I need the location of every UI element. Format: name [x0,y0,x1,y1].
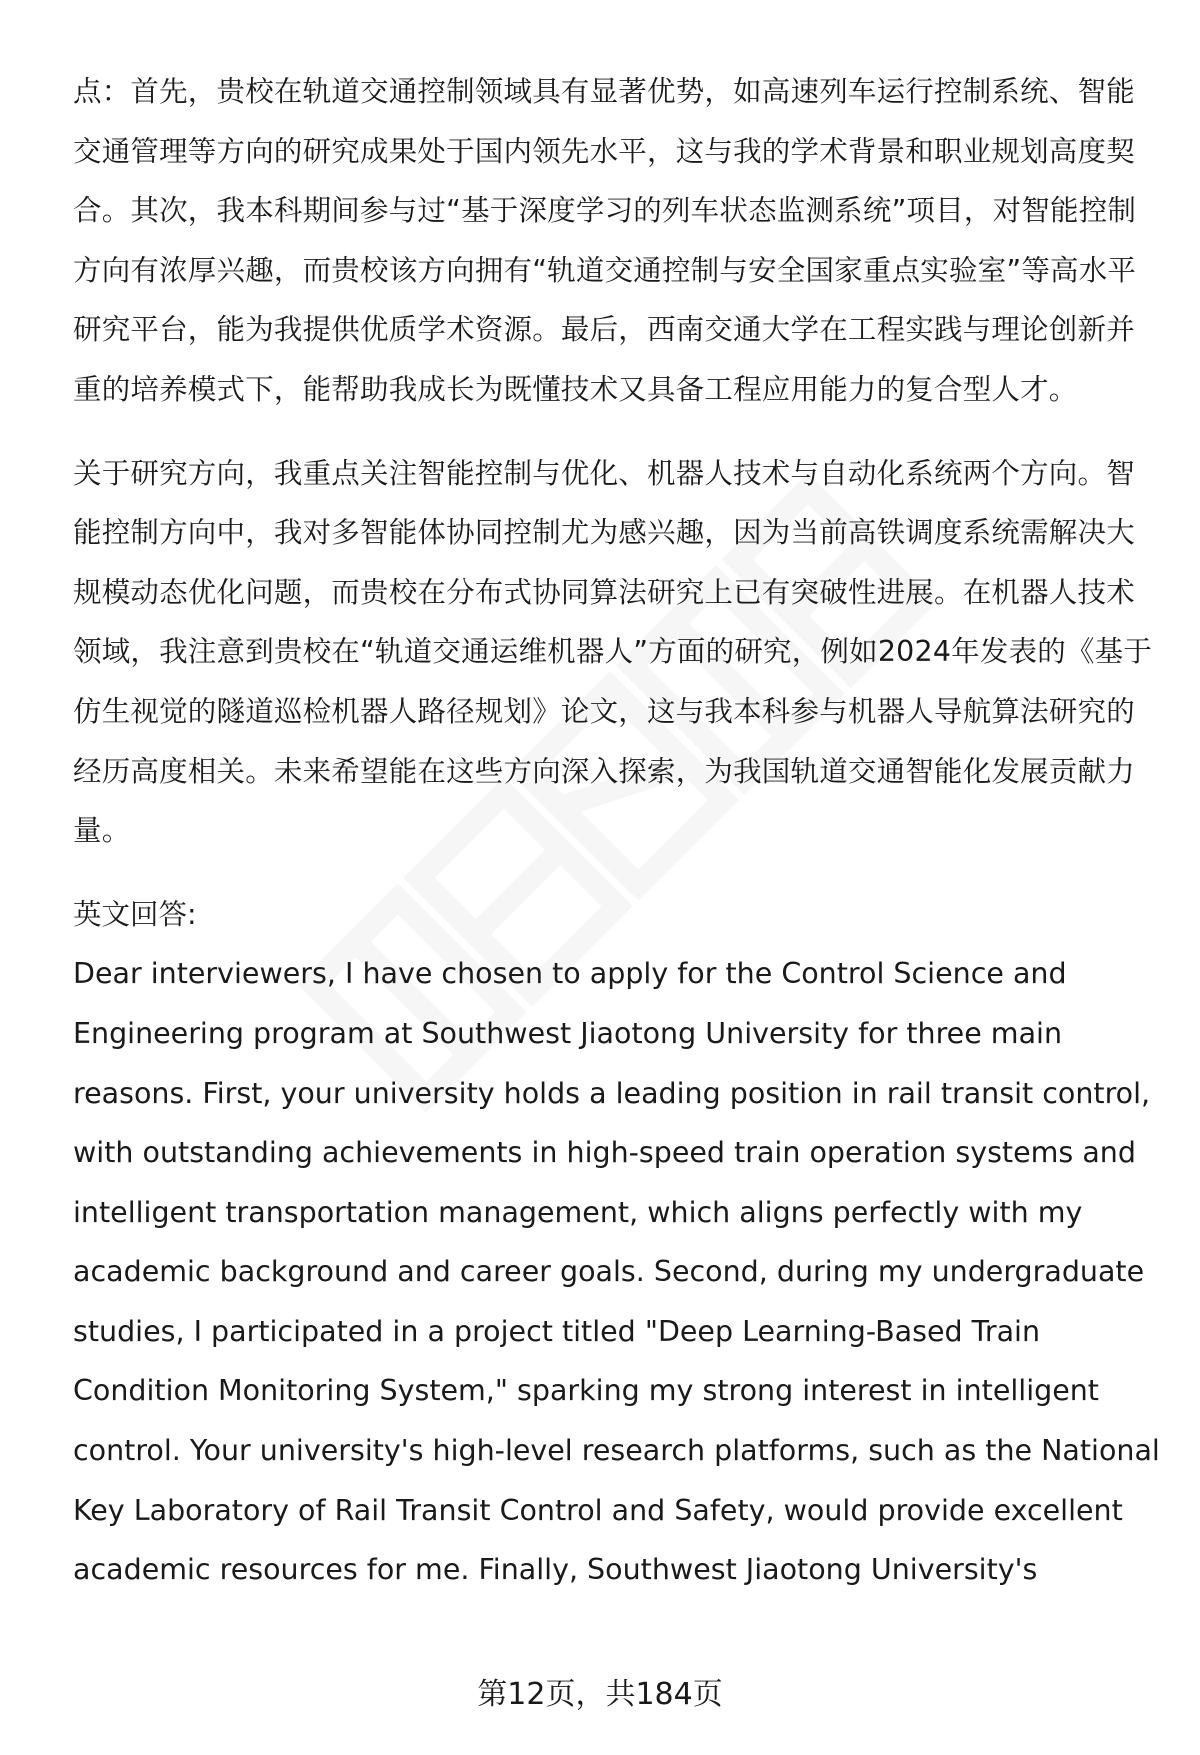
english-answer-text: Dear interviewers, I have chosen to apply for the Control Science and Engineering program at Southwest Jiaotong University for three main reasons. First, your university holds a leading position in rail transit control, with outstanding achievements in high-speed train operation systems and intelligent transportation management, which aligns perfectly with my academic background and career goals. Second, during my undergraduate studies, I participated in a project titled "Deep Learning-Based Train Condition Monitoring System," sparking my strong interest in intelligent control. Your university's high-level research platforms, such as the National Key Laboratory of Rail Transit Control and Safety, would provide excellent academic resources for me. Finally, Southwest Jiaotong University's [73,957,1160,1587]
paragraph-reasons: 点：首先，贵校在轨道交通控制领域具有显著优势，如高速列车运行控制系统、智能交通管理等方向的研究成果处于国内领先水平，这与我的学术背景和职业规划高度契合。其次，我本科期间参与过“基于深度学习的列车状态监测系统”项目，对智能控制方向有浓厚兴趣，而贵校该方向拥有“轨道交通控制与安全国家重点实验室”等高水平研究平台，能为我提供优质学术资源。最后，西南交通大学在工程实践与理论创新并重的培养模式下，能帮助我成长为既懂技术又具备工程应用能力的复合型人才。 [73,75,1137,406]
paragraph-research-direction: 关于研究方向，我重点关注智能控制与优化、机器人技术与自动化系统两个方向。智能控制方向中，我对多智能体协同控制尤为感兴趣，因为当前高铁调度系统需解决大规模动态优化问题，而贵校在分布式协同算法研究上已有突破性进展。在机器人技术领域，我注意到贵校在“轨道交通运维机器人”方面的研究，例如2024年发表的《基于仿生视觉的隧道巡检机器人路径规划》论文，这与我本科参与机器人导航算法研究的经历高度相关。未来希望能在这些方向深入探索，为我国轨道交通智能化发展贡献力量。 [73,456,1153,848]
page-number-footer: 第12页，共184页 [477,1677,723,1712]
document-body [73,62,1163,1600]
english-answer-label: 英文回答: [73,897,197,931]
